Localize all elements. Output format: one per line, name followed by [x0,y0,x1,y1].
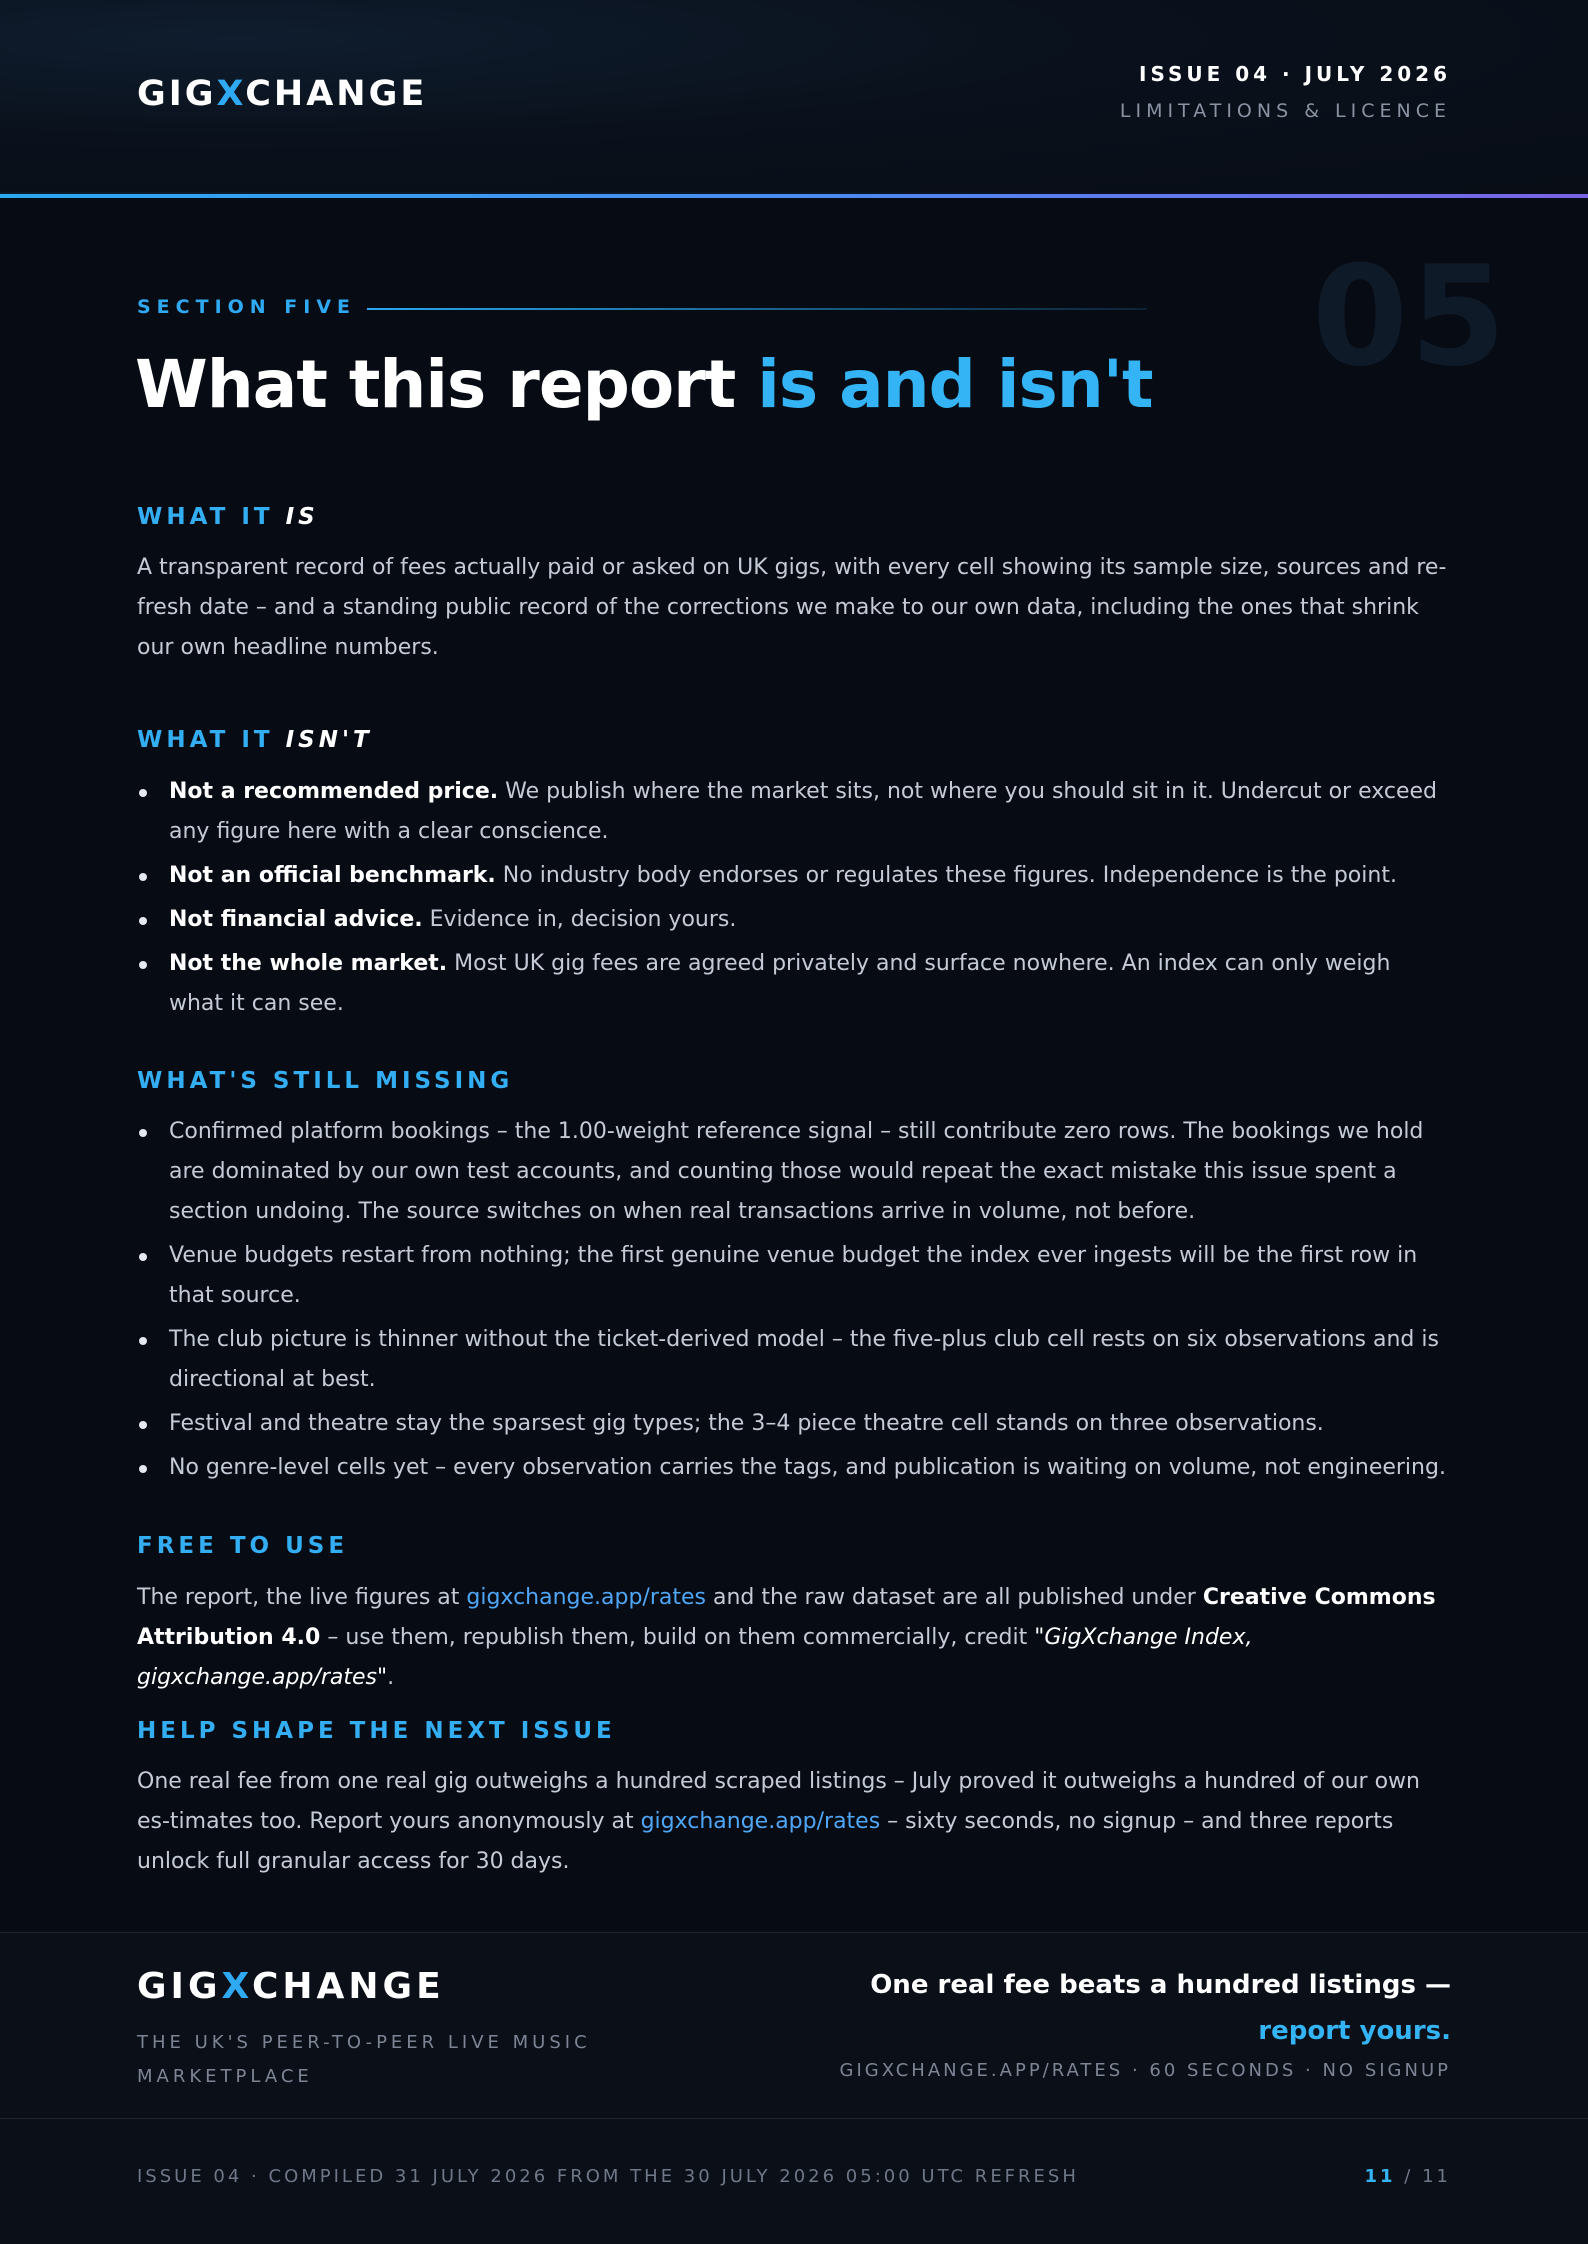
heading-free-to-use: FREE TO USE [137,1533,349,1559]
report-link[interactable]: gigxchange.app/rates [640,1809,881,1834]
footer-tagline: THE UK'S PEER-TO-PEER LIVE MUSIC MARKETPLACE [137,2032,591,2087]
footer-logo-x: X [221,1966,252,2007]
logo-text-x: X [216,74,246,114]
free-to-use-body [137,1578,1451,1698]
logo-text-change: CHANGE [245,74,428,114]
page-total: 11 [1422,2166,1451,2187]
heading-still-missing: WHAT'S STILL MISSING [137,1068,514,1094]
still-missing-list [137,1112,1451,1492]
footer-logo[interactable] [137,1966,445,2007]
page-title [135,346,1153,423]
footer-divider [0,2118,1588,2119]
footer-cta [831,1962,1451,2054]
footer-cta-text: One real fee beats a hundred listings — [870,1970,1451,2000]
heading-what-it-is-pre: WHAT IT [137,504,286,530]
list-item-bold: Not the whole market. [169,951,448,976]
list-item-text: Most UK gig fees are agreed privately and surface nowhere. An index can only weigh what it can see. [169,951,1391,1016]
page-current: 11 [1364,2166,1396,2187]
free-to-use-text-1: The report, the live figures at [137,1585,467,1610]
heading-what-it-is [137,504,319,530]
page-indicator [1365,2166,1451,2187]
footer-logo-gig: GIG [137,1966,222,2007]
footer-cta-link[interactable]: report yours. [1258,2016,1451,2046]
free-to-use-text-2: and the raw dataset are all published under [706,1585,1203,1610]
title-accent: is and isn't [757,346,1153,423]
rates-link[interactable]: gigxchange.app/rates [466,1585,706,1610]
compiled-note: ISSUE 04 · COMPILED 31 JULY 2026 FROM THE 30 JULY 2026 05:00 UTC REFRESH [137,2166,1079,2187]
heading-what-it-isnt-em: ISN'T [285,727,373,753]
list-item [137,944,1451,1024]
heading-what-it-isnt [137,727,373,753]
list-item-bold: Not financial advice. [169,907,423,932]
list-item-text: No industry body endorses or regulates these figures. Independence is the point. [495,863,1397,888]
free-to-use-text-3: – use them, republish them, build on them commercially, credit [320,1625,1035,1650]
logo-text-gig: GIG [137,74,217,114]
list-item-text: Evidence in, decision yours. [422,907,737,932]
list-item-bold: Not an official benchmark. [169,863,496,888]
footer-logo-change: CHANGE [251,1966,445,2007]
licence-name: Creative Commons Attribution 4.0 [137,1585,1436,1650]
credit-line: "GigXchange Index, gigxchange.app/rates" [137,1625,1253,1690]
help-shape-body [137,1762,1451,1882]
heading-help-shape: HELP SHAPE THE NEXT ISSUE [137,1718,616,1744]
header-gradient-rule [0,194,1588,198]
section-number-watermark: 05 [1311,236,1508,397]
list-item: Confirmed platform bookings – the 1.00-weight reference signal – still contribute zero rows. The bookings we hold are dominated by our own test accounts, and counting those would repeat the exact mistake this issue spent a section undoing. The source switches on when real transactions arrive in volume, not before. [137,1112,1451,1232]
list-item-bold: Not a recommended price. [169,779,499,804]
title-plain: What this report [135,346,758,423]
free-to-use-text-4: . [387,1665,395,1690]
footer-cta-sub: GIGXCHANGE.APP/RATES · 60 SECONDS · NO SIGNUP [839,2060,1451,2081]
section-rule [367,308,1147,310]
brand-logo[interactable] [137,74,427,114]
list-item-text: We publish where the market sits, not where you should sit in it. Undercut or exceed any figure here with a clear conscience. [169,779,1437,844]
section-label: SECTION FIVE [137,296,357,318]
help-shape-text-1: One real fee from one real gig outweighs a hundred scraped listings – July proved it outweighs a hundred of our own es-timates too. Report yours anonymously at [137,1769,1420,1834]
heading-what-it-is-em: IS [285,504,319,530]
help-shape-text-2: – sixty seconds, no signup – and three reports unlock full granular access for 30 days. [137,1809,1394,1874]
issue-subtitle: LIMITATIONS & LICENCE [1119,100,1451,122]
issue-label: ISSUE 04 · JULY 2026 [1139,62,1451,86]
list-item: The club picture is thinner without the ticket-derived model – the five-plus club cell rests on six observations and is directional at best. [137,1320,1451,1400]
list-item [137,772,1451,852]
list-item [137,900,1451,940]
list-item [137,856,1451,896]
list-item: Venue budgets restart from nothing; the first genuine venue budget the index ever ingests will be the first row in that source. [137,1236,1451,1316]
page-separator: / [1395,2166,1423,2187]
list-item: No genre-level cells yet – every observation carries the tags, and publication is waiting on volume, not engineering. [137,1448,1451,1488]
what-it-isnt-list [137,772,1451,1028]
heading-what-it-isnt-pre: WHAT IT [137,727,286,753]
list-item: Festival and theatre stay the sparsest gig types; the 3–4 piece theatre cell stands on three observations. [137,1404,1451,1444]
what-it-is-body: A transparent record of fees actually paid or asked on UK gigs, with every cell showing its sample size, sources and re-fresh date – and a standing public record of the corrections we make to our own data, including the ones that shrink our own headline numbers. [137,555,1447,660]
